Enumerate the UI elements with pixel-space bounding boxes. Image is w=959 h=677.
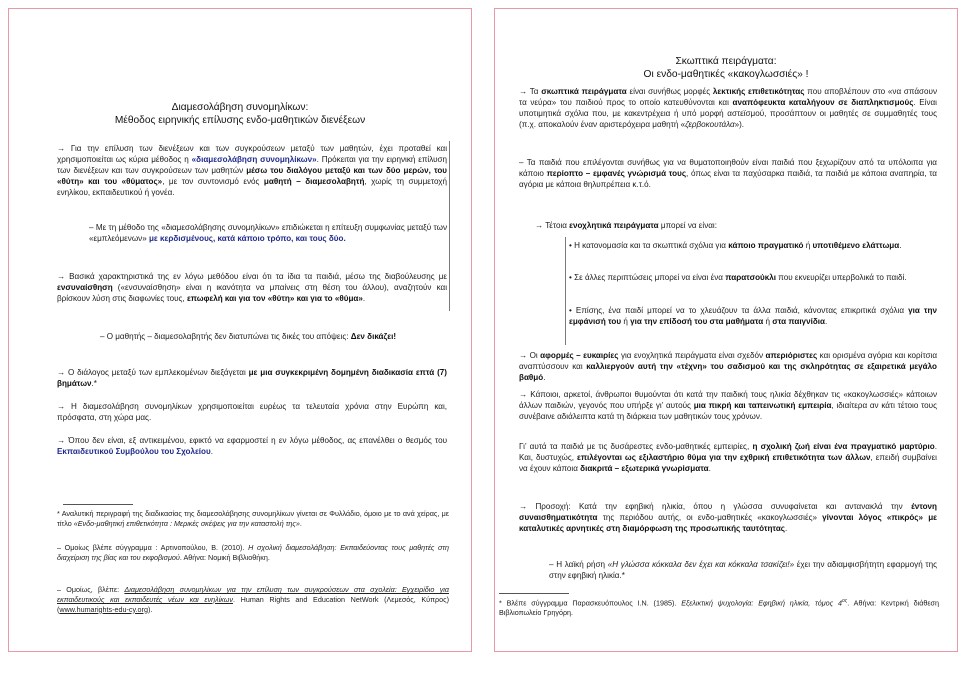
text-run: Εκπαιδευτικού Συμβούλου του Σχολείου	[57, 447, 211, 457]
text-run: καλλιεργούν αυτή την «τέχνη» του σαδισμού και της σκληρότητας σε εξαιρετικά μεγάλο βαθμό	[519, 362, 937, 383]
text-run: – Ο μαθητής – διαμεσολαβητής δεν διατυπώνει τις δικές του απόψεις:	[99, 332, 351, 341]
text-run: ή	[803, 241, 813, 250]
text-run: * Βλέπε σύγγραμμα Παρασκευόπουλος Ι.Ν. (1985).	[499, 598, 682, 608]
text-run: μαθητή – διαμεσολαβητή	[263, 177, 365, 187]
text-run: «διαμεσολάβηση συνομηλίκων»	[191, 155, 317, 165]
text-run: , όπως είναι τα παχύσαρκα παιδιά, τα παιδιά με κάποια αναπηρία, τα αγόρια με κάποια θηλυπρέπεια κ.τ.ό.	[519, 169, 937, 190]
text-run: Η σχολική διαμεσολάβηση: Εκπαιδεύοντας τους μαθητές στη διαχείριση της βίας και του εκφοβισμού	[57, 543, 449, 562]
text-run: , επειδή συμβαίνει να έχουν κάποια	[519, 453, 937, 474]
left-margin-bar	[449, 141, 450, 311]
left-paragraph-3	[57, 271, 447, 304]
right-paragraph-6	[519, 441, 937, 474]
text-run: , ιδιαίτερα αν κάτι τέτοιο τους συνέβαινε αδιάλειπτα κατά τη διάρκεια των μαθητικών τους χρόνων.	[519, 401, 937, 422]
text-run: επιλέγονται ως εξιλαστήριο θύμα για την εχθρική επιθετικότητα των άλλων	[576, 453, 871, 463]
text-run: – Η λαϊκή ρήση	[549, 560, 608, 569]
left-paragraph-4	[83, 331, 413, 342]
text-run: μέσω του διαλόγου μεταξύ και των δύο μερών, του «θύτη» και του «θύματος»	[57, 166, 447, 187]
text-run: .	[785, 524, 788, 534]
left-paragraph-1	[57, 143, 447, 198]
text-run: → Προσοχή: Κατά την εφηβική ηλικία, όπου η γλώσσα συνυφαίνεται και αντανακλά την	[519, 502, 912, 511]
text-run: .	[824, 317, 828, 327]
text-run: με μια συγκεκριμένη δομημένη διαδικασία επτά (7) βημάτων	[57, 368, 447, 389]
left-paragraph-5	[57, 367, 447, 389]
text-run: («ενσυναίσθηση» είναι η ικανότητα να μπαίνεις στη θέση του άλλου), αναζητούν και βρίσκουν λύση στις διαφωνίες τους,	[57, 283, 447, 304]
text-run: . Πρόκειται για την ειρηνική επίλυση των διενέξεων και των συγκρούσεων των μαθητών	[57, 155, 448, 176]
text-run: σκωπτικά πειράγματα	[541, 87, 627, 96]
right-bullets-bar	[565, 237, 566, 345]
right-paragraph-3	[535, 220, 935, 231]
text-run: διακριτά – εξωτερικά γνωρίσματα	[580, 464, 709, 474]
text-run: έχει την αδιαμφισβήτητη εφαρμογή της στην εφηβική ηλικία.*	[549, 560, 937, 581]
right-paragraph-5	[519, 389, 937, 422]
text-run: – Με τη μέθοδο της «διαμεσολάβησης συνομηλίκων» επιδιώκεται η επίτευξη συμφωνίας μεταξύ των «εμπλεόμενων»	[89, 223, 447, 244]
text-run: → Τα	[519, 87, 542, 96]
text-run: → Η διαμεσολάβηση συνομηλίκων χρησιμοποιείται ευρέως τα τελευταία χρόνια στην Ευρώπη και, πρόσφατα, στη χώρα μας.	[57, 402, 447, 423]
right-page-title	[495, 55, 957, 81]
right-bullet-3	[569, 305, 937, 327]
text-run: και ορισμένα αγόρια και κορίτσια αναπτύσσουν και	[519, 351, 938, 372]
text-run: → Ο διάλογος μεταξύ των εμπλεκομένων διεξάγεται	[57, 368, 249, 377]
text-run: λεκτικής επιθετικότητας	[712, 87, 805, 96]
text-run: → Οι	[519, 351, 541, 360]
right-bullet-1	[569, 240, 937, 251]
text-run: .	[299, 518, 302, 528]
text-run: . Και, δυστυχώς,	[519, 442, 937, 463]
left-page	[8, 8, 472, 652]
text-run: . Αθήνα: Νομική Βιβλιοθήκη.	[179, 552, 270, 562]
right-paragraph-7	[519, 501, 937, 534]
text-run: , χωρίς τη συμμετοχή ενηλίκου, εκπαιδευτικού ή γονέα.	[57, 177, 447, 198]
text-run: που εκνευρίζει υπερβολικά το παιδί.	[776, 273, 907, 282]
right-title-line-1: Σκωπτικά πειράγματα:	[675, 56, 777, 67]
text-run: ενσυναίσθηση	[57, 283, 113, 293]
text-run: για την επίδοσή του στα μαθήματα	[630, 317, 764, 327]
text-run: «Ενδο-μαθητική επιθετικότητα : Μερικές σκέψεις για την καταστολή της»	[73, 518, 300, 528]
text-run: κάποιο πραγματικό	[728, 241, 804, 250]
text-run: . Αθήνα: Κεντρική διάθεση Βιβλιοπωλείο Γρηγόρη.	[499, 598, 939, 618]
text-run: → Βασικά χαρακτηριστικά της εν λόγω μεθόδου είναι ότι τα ίδια τα παιδιά, μέσω της διαβούλευσης με	[57, 272, 447, 281]
left-paragraph-2	[89, 222, 447, 244]
text-run: γίνονται λόγος «πικρός» με καταλυτικές αρνητικές στη διαμόρφωση της προσωπικής ταυτότητας	[519, 513, 937, 534]
right-footnote-rule	[499, 593, 569, 594]
text-run: είναι συνήθως μορφές	[626, 87, 713, 96]
text-run: επωφελή και για τον «θύτη» και για το «θύμα»	[186, 294, 363, 304]
right-paragraph-4	[519, 350, 937, 383]
right-bullet-2	[569, 272, 937, 283]
text-run: .	[210, 447, 213, 457]
left-paragraph-7	[57, 435, 447, 457]
text-run: Γι’ αυτά τα παιδιά με τις δυσάρεστες ενδο-μαθητικές εμπειρίες,	[519, 442, 753, 451]
text-run: ζερβοκουτάλα	[685, 120, 735, 130]
text-run: έντονη συναισθηματικότητα	[519, 502, 937, 523]
text-run: «Η γλώσσα κόκκαλα δεν έχει και κόκκαλα τσακίζει!»	[607, 560, 795, 569]
left-title-line-1: Διαμεσολάβηση συνομηλίκων:	[171, 102, 309, 113]
text-run: .*	[91, 379, 97, 389]
text-run: η σχολική ζωή είναι ένα πραγματικό μαρτύριο	[752, 442, 935, 451]
text-run: περίοπτο – εμφανές γνώρισμά τους	[546, 169, 687, 179]
text-run: »).	[734, 120, 745, 130]
text-run: ος	[842, 598, 848, 604]
text-run: ή	[763, 317, 773, 327]
text-run: .	[543, 373, 546, 383]
text-run: Εξελικτική ψυχολογία: Εφηβική ηλικία, τόμος 4	[681, 598, 843, 608]
right-page	[494, 8, 958, 652]
text-run: στα παιγνίδια	[772, 317, 825, 327]
right-paragraph-1	[519, 86, 937, 130]
text-run: που αποβλέπουν στο «να σπάσουν τα νεύρα» του παιδιού προς το οποίο κατευθύνονται και	[519, 87, 938, 108]
text-run: για την εμφάνισή του	[569, 306, 937, 327]
left-footnote-3	[57, 585, 449, 614]
text-run: → Τέτοια	[535, 221, 570, 230]
text-run: αφορμές – ευκαιρίες	[540, 351, 619, 360]
text-run: με κερδισμένους, κατά κάποιο τρόπο, και τους δύο.	[148, 234, 346, 244]
text-run: * Αναλυτική περιγραφή της διαδικασίας της διαμεσολάβησης συνομηλίκων γίνεται σε Φυλλάδιο, όμοιο με το ανά χείρας, με τίτλο	[57, 509, 449, 528]
text-run: μπορεί να είναι:	[658, 221, 717, 230]
text-run: → Για την επίλυση των διενέξεων και των συγκρούσεων μεταξύ των μαθητών, έχει προταθεί και χρησιμοποιείται ως κύρια μέθοδος η	[57, 144, 447, 165]
left-page-title	[9, 101, 471, 127]
text-run: απεριόριστες	[765, 351, 818, 360]
text-run: της περιόδου αυτής, οι ενδο-μαθητικές «κακογλωσσιές»	[597, 513, 823, 523]
right-paragraph-8	[549, 559, 937, 581]
left-footnote-rule	[63, 504, 133, 505]
left-title-line-2: Μέθοδος ειρηνικής επίλυσης ενδο-μαθητικών διενέξεων	[114, 115, 366, 126]
text-run: . Είναι υποτιμητικά σχόλια που, με κακεντρέχεια ή υπό μορφή αστεϊσμού, προσάπτουν οι μαθητές σε συμμαθητές τους (π.χ. αποκαλούν έναν αριστερόχειρα μαθητή «	[519, 98, 937, 130]
text-run: αναπόφευκτα καταλήγουν σε διαπληκτισμούς	[732, 98, 914, 108]
text-run: – Τα παιδιά που επιλέγονται συνήθως για να θυματοποιηθούν είναι παιδιά που ξεχωρίζουν από τα υπόλοιπα για κάποιο	[519, 158, 937, 179]
text-run: → Κάποιοι, αρκετοί, άνθρωποι θυμούνται ότι κατά την παιδική τους ηλικία δέχθηκαν τις «κακογλωσσιές» κάποιων άλλων παιδιών, γεγονός που υπήρξε γι’ αυτούς	[519, 390, 937, 411]
left-footnote-2	[57, 543, 449, 563]
text-run: • Επίσης, ένα παιδί μπορεί να το χλευάζουν τα άλλα παιδιά, κάνοντας επικριτικά σχόλια	[569, 306, 909, 315]
left-footnote-1	[57, 509, 449, 529]
text-run: www.humarights-edu-cy.org	[59, 604, 148, 614]
text-run: → Όπου δεν είναι, εξ αντικειμένου, εφικτό να εφαρμοστεί η εν λόγω μέθοδος, ας επανέλθει ο θεσμός του	[57, 436, 447, 445]
text-run: υποτιθέμενο ελάττωμα	[812, 241, 900, 250]
text-run: παρατσούκλι	[725, 273, 777, 282]
text-run: – Ομοίως, βλέπε:	[57, 585, 125, 594]
text-run: Δεν δικάζει!	[350, 332, 397, 341]
text-run: ενοχλητικά πειράγματα	[569, 221, 659, 230]
text-run: .	[362, 294, 366, 304]
text-run: ή	[621, 317, 631, 327]
text-run: – Ομοίως βλέπε σύγγραμμα : Αρτινοπούλου, Β. (2010).	[57, 543, 249, 552]
text-run: ).	[147, 604, 153, 614]
text-run: • Σε άλλες περιπτώσεις μπορεί να είναι ένα	[569, 273, 726, 282]
text-run: .	[899, 241, 902, 250]
right-title-line-2: Οι ενδο-μαθητικές «κακογλωσσιές» !	[643, 69, 809, 80]
left-paragraph-6	[57, 401, 447, 423]
text-run: , με τον συντονισμό ενός	[162, 177, 264, 187]
text-run: μια πικρή και ταπεινωτική εμπειρία	[693, 401, 832, 411]
text-run: Διαμεσολάβηση συνομηλίκων για την επίλυση των συγκρούσεων στα σχολεία: Εγχειρίδιο για εκπαιδευτικούς και εκπαιδευτές νέων και ενηλίκων	[57, 585, 449, 604]
right-footnote-1	[499, 597, 939, 618]
text-run: • Η κατονομασία και τα σκωπτικά σχόλια για	[569, 241, 729, 250]
text-run: για ενοχλητικά πειράγματα είναι σχεδόν	[618, 351, 766, 360]
text-run: .	[708, 464, 711, 474]
text-run: . Human Rights and Education NetWork (Λεμεσός, Κύπρος) (	[57, 594, 449, 614]
right-paragraph-2	[519, 157, 937, 190]
